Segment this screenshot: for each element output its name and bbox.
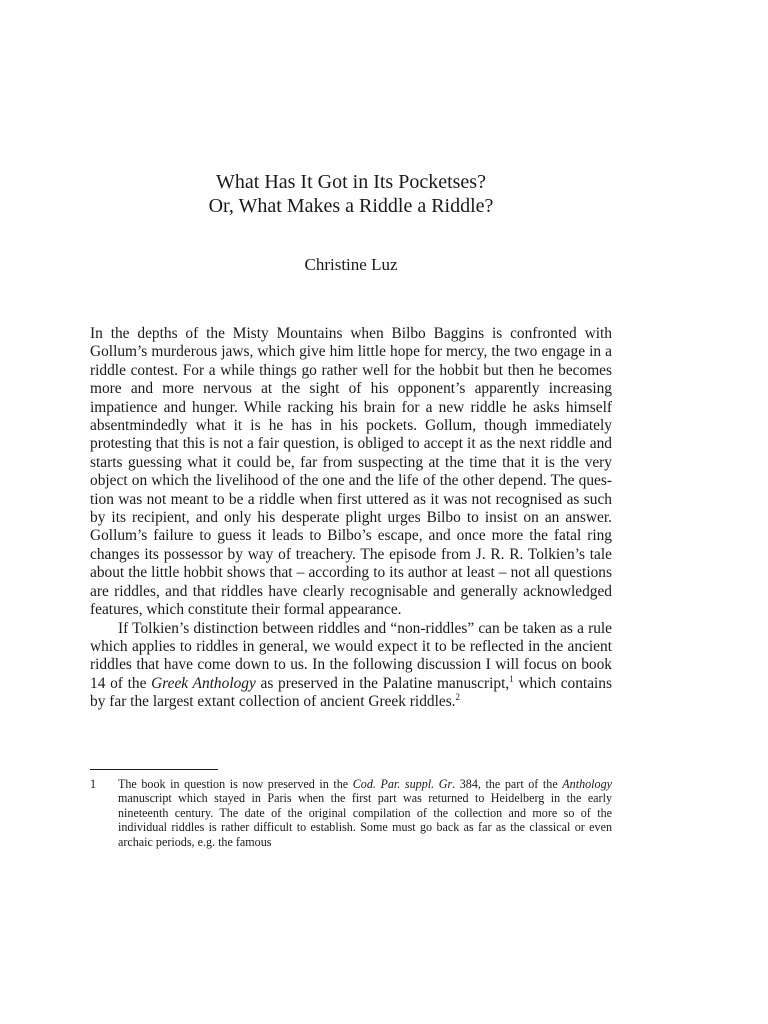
footnote-divider [90,769,218,770]
title-line-2: Or, What Makes a Riddle a Riddle? [208,195,494,217]
paragraph-2-text-1: If Tolkien’s distinction between riddles and “non-riddles” can be taken as a rule which applies to riddles in general, we would expect it to be reflected in the ancient riddles that have come down to us. In the following discussion I will focus on book 14 of the [90,619,612,692]
article-body [90,325,612,712]
paragraph-2-text-2: as preserved in the Palatine manuscript, [255,674,510,692]
paragraph-1: In the depths of the Misty Mountains when Bilbo Baggins is confronted with Gollum’s murderous jaws, which give him little hope for mercy, the two engage in a riddle contest. For a while things go rather well for the hobbit but then he becomes more and more nervous at the sight of his opponent’s apparently increasing impatience and hunger. While racking his brain for a new riddle he asks himself absentmindedly what it is he has in his pockets. Gollum, though immediately protesting that this is not a fair question, is obliged to accept it as the next riddle and starts guessing what it could be, far from suspecting at the time that it is the very object on which the livelihood of the one and the life of the other depend. The question was not meant to be a riddle when first uttered as it was not recognised as such by its recipient, and only his desperate plight urges Bilbo to insist on an answer. Gollum’s failure to guess it leads to Bilbo’s escape, and once more the fatal ring changes its possessor by way of treachery. The episode from J. R. R. Tolkien’s tale about the little hobbit shows that – according to its author at least – not all questions are riddles, and that riddles have clearly recognisable and generally acknowledged features, which constitute their formal appearance. [90,325,612,619]
footnote-italic-codex: Cod. Par. suppl. Gr [352,777,453,791]
footnote-text-3: manuscript which stayed in Paris when the first part was returned to Heidelberg in the early nineteenth century. The date of the original compilation of the collection and more so of the individual riddles is rather difficult to establish. Some must go back as far as the classical or even archaic periods, e.g. the famous [118,791,612,849]
footnote-1 [90,777,612,849]
article-title [90,170,612,218]
title-line-1: What Has It Got in Its Pocketses? [216,171,486,193]
footnote-ref-2[interactable]: 2 [455,692,461,702]
paragraph-2 [90,620,612,712]
footnote-text [118,777,612,849]
paragraph-2-italic-title: Greek Anthology [151,674,256,692]
footnote-italic-anthology: Anthology [562,777,612,791]
author-name: Christine Luz [304,255,398,274]
paragraph-2-text-3: which contains by far the largest extant collection of ancient Greek riddles. [90,674,612,711]
footnote-text-2: . 384, the part of the [452,777,563,791]
footnote-ref-1[interactable]: 1 [509,673,514,684]
footnote-text-1: The book in question is now preserved in the [118,777,353,791]
footnote-number: 1 [90,777,97,791]
